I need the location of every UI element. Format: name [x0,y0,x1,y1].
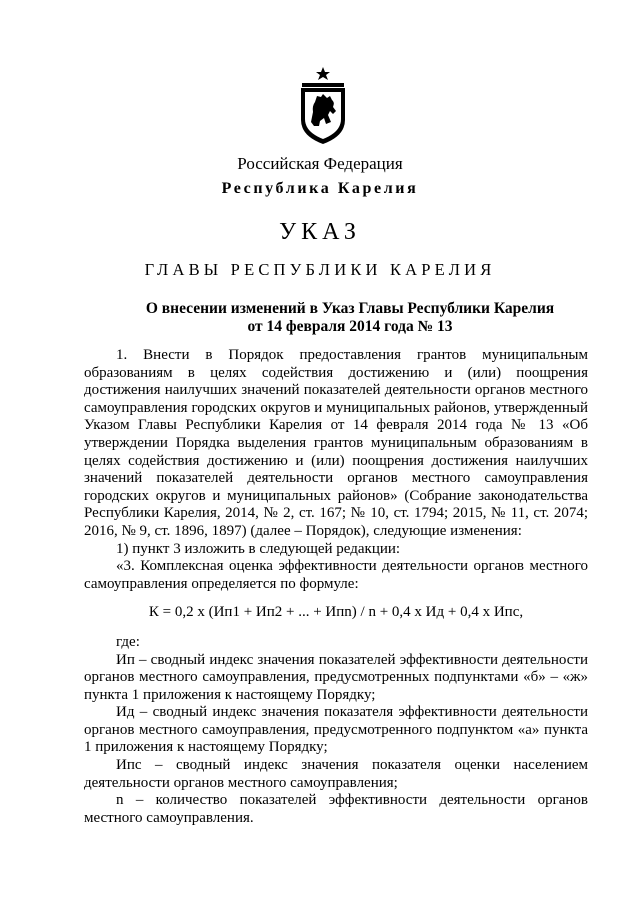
document-type: УКАЗ [279,219,361,245]
definition-n: n – количество показателей эффективности деятельности органов местного самоуправления. [84,792,588,826]
formula: К = 0,2 х (Ип1 + Ип2 + ... + Ипn) / n + 0,4 х Ид + 0,4 х Ипс, [148,604,524,621]
title-line-1: О внесении изменений в Указ Главы Республики Карелия [145,300,555,317]
star-icon [316,67,330,80]
coat-of-arms-emblem [295,66,351,146]
paragraph-2: 1) пункт 3 изложить в следующей редакции: [116,540,401,557]
paragraph-3: «3. Комплексная оценка эффективности деятельности органов местного самоуправления определяется по формуле: [84,558,588,592]
paragraph-1: 1. Внести в Порядок предоставления грантов муниципальным образованиям в целях содействия достижению и (или) поощрения достижения наилучших значений показателей деятельности органов местного самоуправления городских округов и муниципальных районов, утвержденный Указом Главы Республики Карелия от 14 февраля 2014 года № 13 «Об утверждении Порядка выделения грантов муниципальным образованиям в целях содействия достижению и (или) поощрения достижения наилучших значений показателей деятельности органов местного самоуправления городских округов и муниципальных районов» (Собрание законодательства Республики Карелия, 2014, № 2, ст. 167; № 10, ст. 1794; 2015, № 11, ст. 2074; 2016, № 9, ст. 1896, 1897) (далее – Порядок), следующие изменения: [84,347,588,539]
definition-id: Ид – сводный индекс значения показателя эффективности деятельности органов местного самоуправления, предусмотренного подпунктом «а» пункта 1 приложения к настоящему Порядку; [84,704,588,756]
definition-ip: Ип – сводный индекс значения показателей эффективности деятельности органов местного самоуправления, предусмотренных подпунктами «б» – «ж» пункта 1 приложения к настоящему Порядку; [84,651,588,703]
country-name: Российская Федерация [237,154,403,173]
republic-name: Республика Карелия [221,180,419,197]
title-line-2: от 14 февраля 2014 года № 13 [247,318,453,335]
issuer: ГЛАВЫ РЕСПУБЛИКИ КАРЕЛИЯ [144,260,496,279]
decree-body [84,347,588,827]
definition-ips: Ипс – сводный индекс значения показателя оценки населением деятельности органов местного самоуправления; [84,757,588,791]
where-label: где: [116,633,140,650]
